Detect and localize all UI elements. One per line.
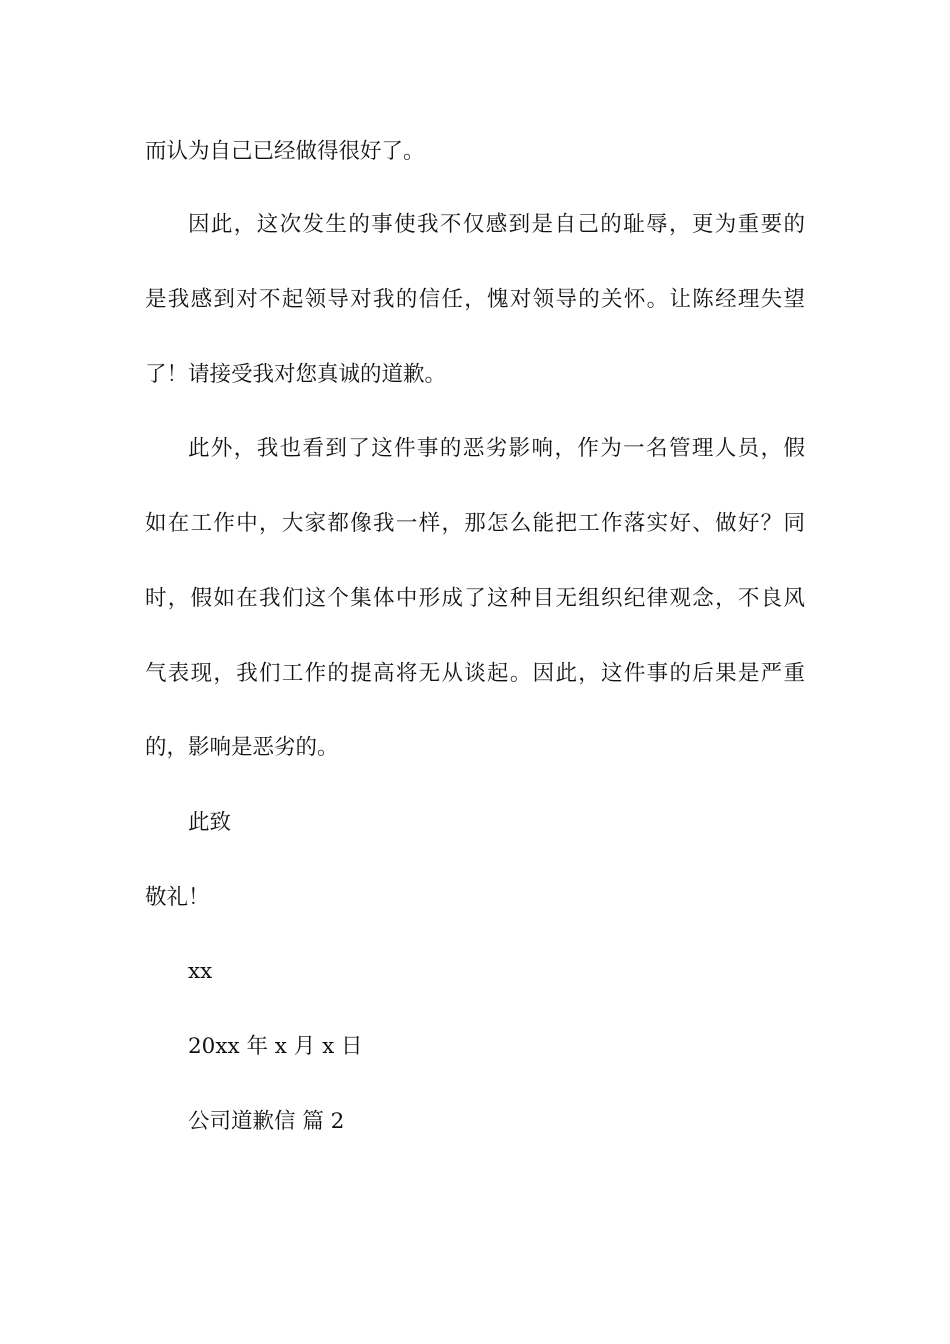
closing: 敬礼！ [145, 885, 210, 910]
paragraph-line: 气表现，我们工作的提高将无从谈起。因此，这件事的后果是严重 [145, 661, 805, 686]
paragraph-line: 如在工作中，大家都像我一样，那怎么能把工作落实好、做好？同 [145, 511, 805, 536]
paragraph-line: 因此，这次发生的事使我不仅感到是自己的耻辱，更为重要的 [188, 212, 805, 237]
paragraph-line: 时，假如在我们这个集体中形成了这种目无组织纪律观念，不良风 [145, 586, 805, 611]
paragraph-line: 是我感到对不起领导对我的信任，愧对领导的关怀。让陈经理失望 [145, 287, 805, 312]
paragraph-line: 了！请接受我对您真诚的道歉。 [145, 362, 447, 387]
paragraph-line: 此外，我也看到了这件事的恶劣影响，作为一名管理人员，假 [188, 436, 805, 461]
date: 20xx 年 x 月 x 日 [188, 1034, 363, 1059]
salutation: 此致 [188, 810, 232, 835]
paragraph-line: 而认为自己已经做得很好了。 [145, 139, 425, 164]
section-title: 公司道歉信 篇 2 [188, 1109, 345, 1134]
signature: xx [188, 959, 213, 984]
paragraph-line: 的，影响是恶劣的。 [145, 735, 339, 760]
